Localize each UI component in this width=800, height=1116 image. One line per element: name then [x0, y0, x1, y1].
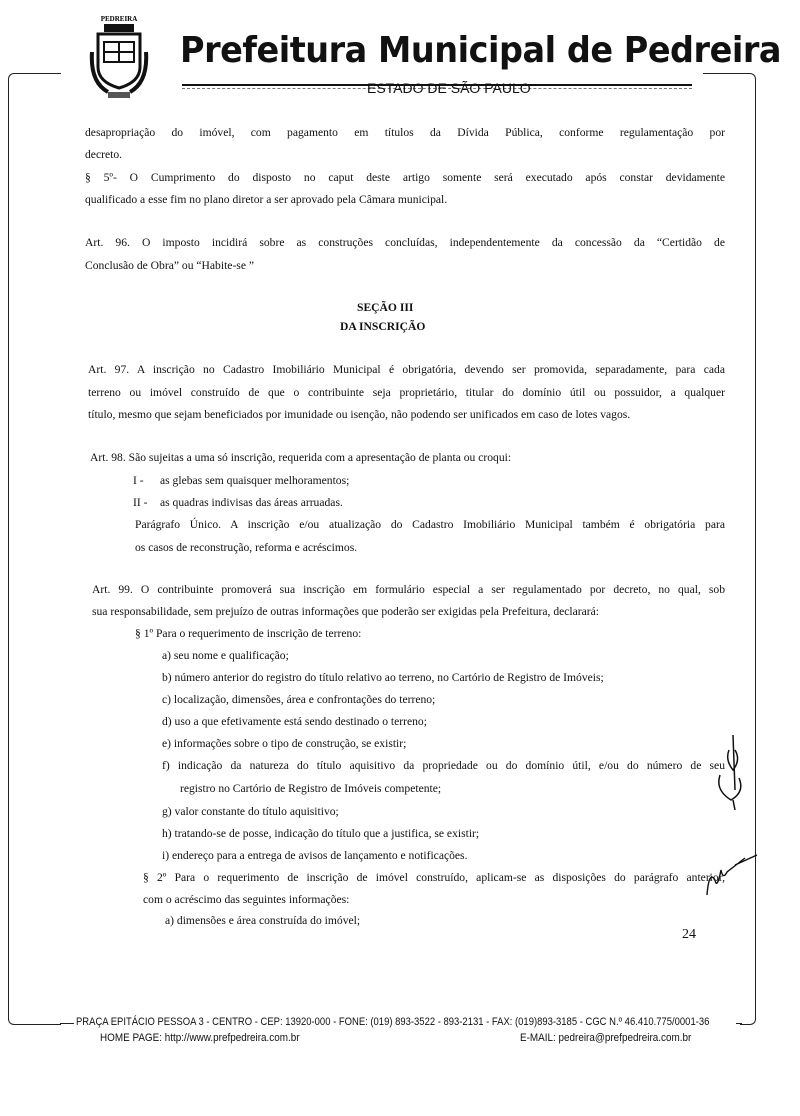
list-item: i) endereço para a entrega de avisos de lançamento e notificações.	[162, 849, 468, 862]
list-item: a) seu nome e qualificação;	[162, 649, 289, 662]
body-line: desapropriação do imóvel, com pagamento em títulos da Dívida Pública, conforme regulamentação por	[85, 126, 725, 139]
article-97-line: terreno ou imóvel construído de que o contribuinte seja proprietário, titular do domínio útil ou possuidor, a qualquer	[88, 386, 725, 399]
section-paragraph: com o acréscimo das seguintes informações:	[143, 893, 350, 906]
footer-email: E-MAIL: pedreira@prefpedreira.com.br	[520, 1032, 692, 1044]
handwritten-signature	[695, 730, 765, 910]
article-99-line: sua responsabilidade, sem prejuízo de outras informações que poderão ser exigidas pela Prefeitura, declarará:	[92, 605, 600, 618]
footer-homepage: HOME PAGE: http://www.prefpedreira.com.br	[100, 1032, 300, 1044]
section-paragraph: § 2º Para o requerimento de inscrição de imóvel construído, aplicam-se as disposições do parágrafo anterior,	[143, 871, 725, 884]
body-line: decreto.	[85, 148, 123, 161]
section-heading: SEÇÃO III	[357, 301, 414, 314]
list-item: a) dimensões e área construída do imóvel;	[165, 914, 361, 927]
paragraph-line: os casos de reconstrução, reforma e acréscimos.	[135, 541, 358, 554]
frame-bottom-right	[740, 1016, 756, 1025]
article-98-line: Art. 98. São sujeitas a uma só inscrição, requerida com a apresentação de planta ou croqui:	[90, 451, 512, 464]
list-item: d) uso a que efetivamente está sendo destinado o terreno;	[162, 715, 427, 728]
section-subheading: DA INSCRIÇÃO	[340, 320, 426, 333]
coat-of-arms-logo	[88, 12, 150, 100]
page-header-subtitle: ESTADO DE SÃO PAULO	[367, 80, 531, 96]
body-line: § 5º- O Cumprimento do disposto no caput deste artigo somente será executado após constar devidamente	[85, 171, 725, 184]
page-header-title: Prefeitura Municipal de Pedreira	[180, 30, 782, 71]
frame-left	[8, 80, 9, 1020]
list-item: b) número anterior do registro do título relativo ao terreno, no Cartório de Registro de Imóveis;	[162, 671, 604, 684]
article-96-line: Art. 96. O imposto incidirá sobre as construções concluídas, independentemente da concessão da “Certidão de	[85, 236, 725, 249]
footer-rule-left	[60, 1023, 74, 1024]
list-item: as glebas sem quaisquer melhoramentos;	[160, 474, 350, 487]
list-item: g) valor constante do título aquisitivo;	[162, 805, 339, 818]
footer-address: PRAÇA EPITÁCIO PESSOA 3 - CENTRO - CEP: 13920-000 - FONE: (019) 893-3522 - 893-2131 - FAX: (019)893-3185 - CGC N.º 46.410.775/0001-36	[76, 1016, 710, 1028]
paragraph-line: Parágrafo Único. A inscrição e/ou atualização do Cadastro Imobiliário Municipal também é obrigatória para	[135, 518, 725, 531]
list-item: as quadras indivisas das áreas arruadas.	[160, 496, 343, 509]
footer-rule-right	[736, 1023, 742, 1024]
svg-text:PEDREIRA: PEDREIRA	[100, 15, 138, 23]
page-number: 24	[682, 927, 696, 942]
list-item: e) informações sobre o tipo de construção, se existir;	[162, 737, 407, 750]
list-item: f) indicação da natureza do título aquisitivo da propriedade ou do domínio útil, e/ou do número de seu	[162, 759, 725, 772]
list-numeral: I -	[133, 474, 144, 487]
list-numeral: II -	[133, 496, 148, 509]
frame-top-left	[8, 73, 61, 82]
frame-top-right	[703, 73, 756, 82]
list-item: registro no Cartório de Registro de Imóveis competente;	[180, 782, 442, 795]
article-97-line: Art. 97. A inscrição no Cadastro Imobiliário Municipal é obrigatória, devendo ser promovida, separadamente, para cada	[88, 363, 725, 376]
article-97-line: título, mesmo que sejam beneficiados por imunidade ou isenção, não podendo ser unificados em caso de lotes vagos.	[88, 408, 631, 421]
frame-bottom-left	[8, 1016, 61, 1025]
section-paragraph: § 1º Para o requerimento de inscrição de terreno:	[135, 627, 362, 640]
list-item: c) localização, dimensões, área e confrontações do terreno;	[162, 693, 436, 706]
article-99-line: Art. 99. O contribuinte promoverá sua inscrição em formulário especial a ser regulamentado por decreto, no qual, sob	[92, 583, 725, 596]
list-item: h) tratando-se de posse, indicação do título que a justifica, se existir;	[162, 827, 480, 840]
body-line: qualificado a esse fim no plano diretor a ser aprovado pela Câmara municipal.	[85, 193, 448, 206]
article-96-line: Conclusão de Obra” ou “Habite-se ”	[85, 259, 255, 272]
